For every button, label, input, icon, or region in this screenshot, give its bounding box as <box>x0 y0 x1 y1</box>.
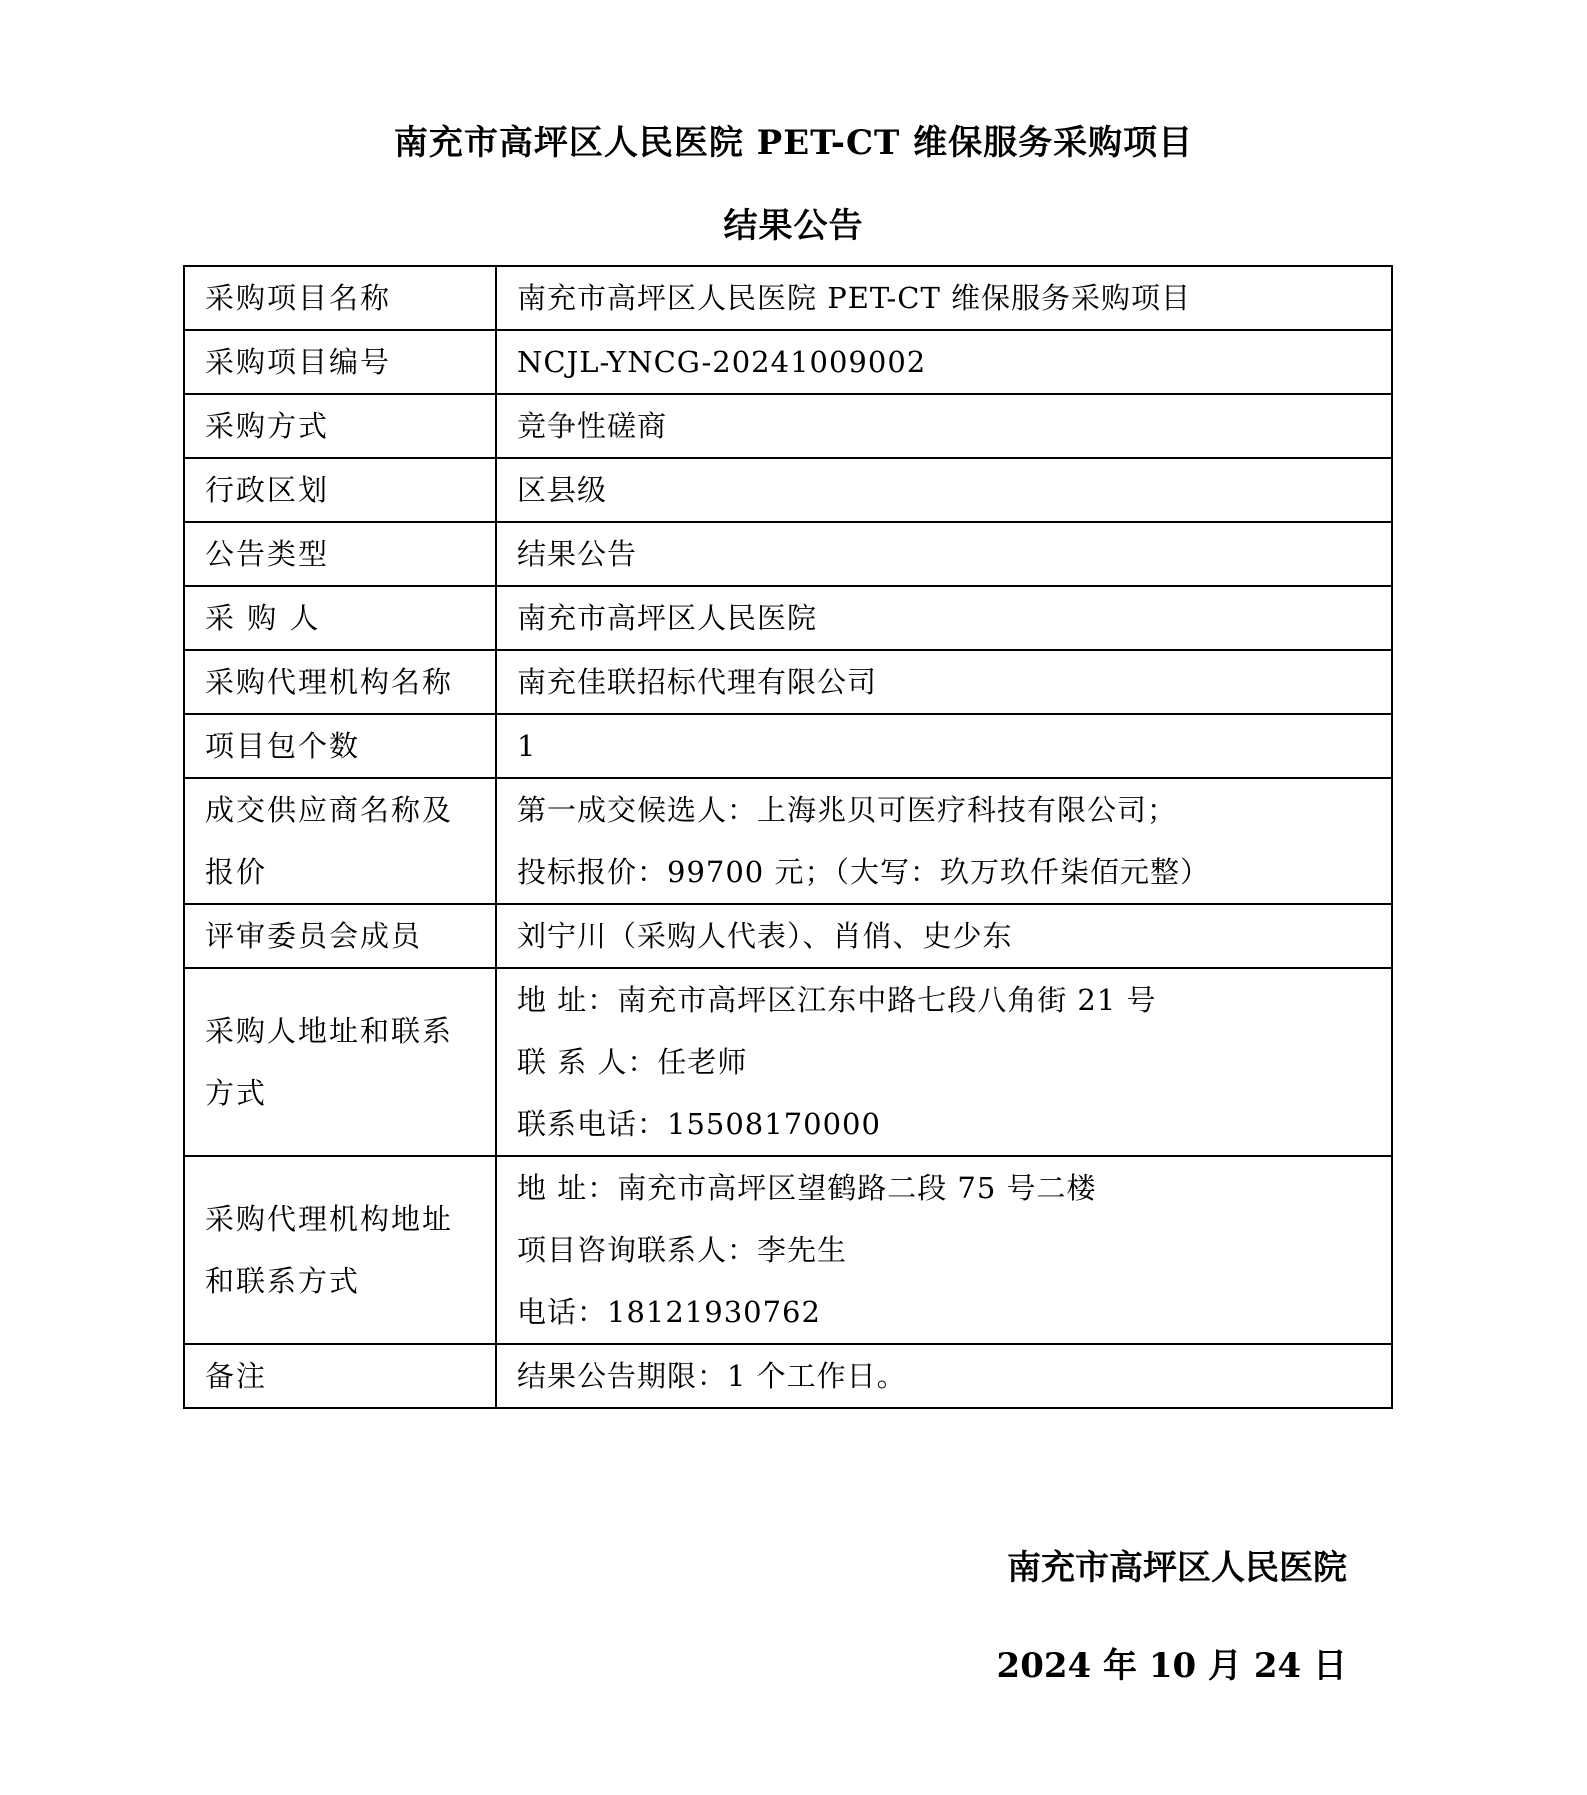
row-label: 采购项目名称 <box>184 266 496 330</box>
row-label: 评审委员会成员 <box>184 904 496 968</box>
row-label <box>184 778 496 904</box>
row-value: 区县级 <box>496 458 1392 522</box>
procurement-info-table <box>183 265 1393 1409</box>
row-label-line: 方式 <box>205 1076 268 1110</box>
table-row-agency-contact <box>184 1156 1392 1344</box>
row-label-line: 成交供应商名称及 <box>205 793 454 827</box>
row-value <box>496 1156 1392 1344</box>
row-value <box>496 968 1392 1156</box>
row-value: 结果公告期限：1 个工作日。 <box>496 1344 1392 1408</box>
row-label-line: 采购代理机构地址 <box>205 1202 454 1236</box>
row-value-line: 地 址：南充市高坪区望鹤路二段 75 号二楼 <box>517 1171 1097 1205</box>
table-row-winning-supplier <box>184 778 1392 904</box>
row-value: 结果公告 <box>496 522 1392 586</box>
table-row-administrative-division <box>184 458 1392 522</box>
table-row-purchaser-contact <box>184 968 1392 1156</box>
row-value-line: 第一成交候选人：上海兆贝可医疗科技有限公司； <box>517 793 1178 827</box>
table-row-agency-name <box>184 650 1392 714</box>
row-label <box>184 968 496 1156</box>
row-label-line: 报价 <box>205 855 268 889</box>
row-value-line: 联系电话：15508170000 <box>517 1107 881 1141</box>
row-label-line: 采购人地址和联系 <box>205 1014 454 1048</box>
signature-date: 2024 年 10 月 24 日 <box>996 1646 1347 1686</box>
row-value-line: 电话：18121930762 <box>517 1295 821 1329</box>
row-label <box>184 1156 496 1344</box>
table-row-review-committee <box>184 904 1392 968</box>
row-label: 采购方式 <box>184 394 496 458</box>
row-label: 采购项目编号 <box>184 330 496 394</box>
row-value: 南充佳联招标代理有限公司 <box>496 650 1392 714</box>
row-label: 行政区划 <box>184 458 496 522</box>
row-value: 南充市高坪区人民医院 <box>496 586 1392 650</box>
row-label-line: 和联系方式 <box>205 1264 361 1298</box>
table-row-remarks <box>184 1344 1392 1408</box>
table-row-project-number <box>184 330 1392 394</box>
row-label: 项目包个数 <box>184 714 496 778</box>
row-value: 竞争性磋商 <box>496 394 1392 458</box>
row-label: 采 购 人 <box>184 586 496 650</box>
signature-organization: 南充市高坪区人民医院 <box>1007 1548 1347 1588</box>
table-row-procurement-method <box>184 394 1392 458</box>
row-value: 刘宁川（采购人代表）、肖俏、史少东 <box>496 904 1392 968</box>
row-value: 南充市高坪区人民医院 PET-CT 维保服务采购项目 <box>496 266 1392 330</box>
row-label: 备注 <box>184 1344 496 1408</box>
row-value-line: 投标报价：99700 元；（大写：玖万玖仟柒佰元整） <box>517 855 1210 889</box>
row-value-line: 地 址：南充市高坪区江东中路七段八角街 21 号 <box>517 983 1157 1017</box>
table-row-purchaser <box>184 586 1392 650</box>
table-row-announcement-type <box>184 522 1392 586</box>
table-row-project-name <box>184 266 1392 330</box>
row-label: 采购代理机构名称 <box>184 650 496 714</box>
document-subtitle: 结果公告 <box>723 206 864 246</box>
row-value <box>496 778 1392 904</box>
row-value-line: 联 系 人：任老师 <box>517 1045 748 1079</box>
row-value: NCJL-YNCG-20241009002 <box>496 330 1392 394</box>
row-value: 1 <box>496 714 1392 778</box>
document-title: 南充市高坪区人民医院 PET-CT 维保服务采购项目 <box>393 123 1194 163</box>
row-value-line: 项目咨询联系人：李先生 <box>517 1233 848 1267</box>
row-label: 公告类型 <box>184 522 496 586</box>
table-row-package-count <box>184 714 1392 778</box>
